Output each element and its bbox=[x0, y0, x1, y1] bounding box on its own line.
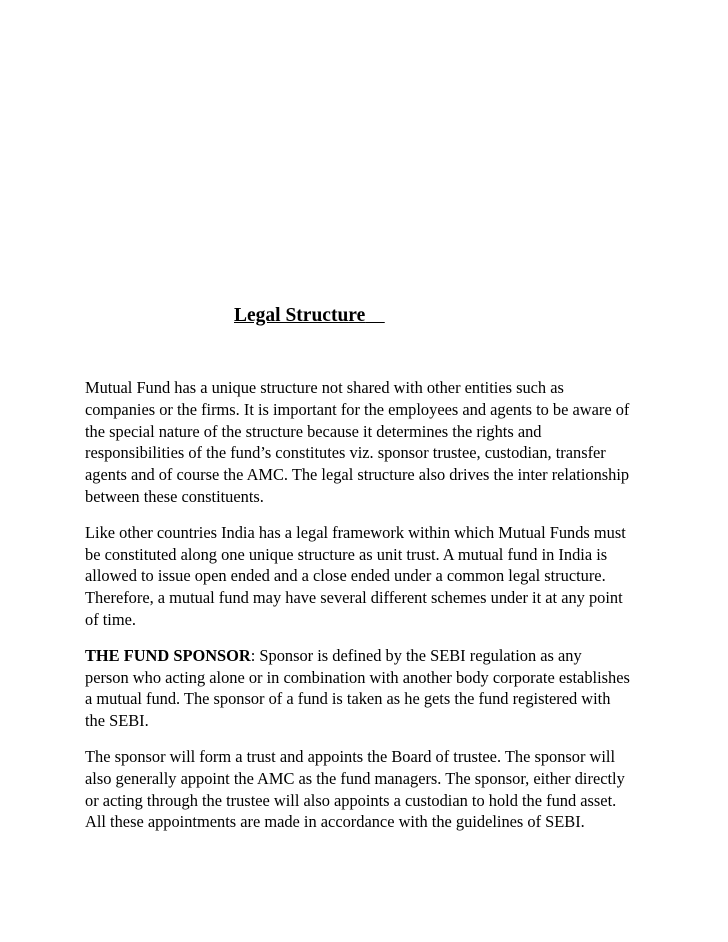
page-title-underline-tail bbox=[365, 305, 385, 326]
paragraph-sponsor-duties: The sponsor will form a trust and appoints the Board of trustee. The sponsor will also generally appoint the AMC as the fund managers. The sponsor, either directly or acting through the trustee will also appoints a custodian to hold the fund asset. All these appointments are made in accordance with the guidelines of SEBI. bbox=[85, 746, 625, 832]
fund-sponsor-heading: THE FUND SPONSOR bbox=[85, 645, 251, 665]
page-title bbox=[234, 302, 385, 330]
page-title-text: Legal Structure bbox=[234, 305, 366, 326]
paragraph-fund-sponsor bbox=[85, 645, 651, 732]
paragraph-legal-framework: Like other countries India has a legal framework within which Mutual Funds must be constituted along one unique structure as unit trust. A mutual fund in India is allowed to issue open ended and a close ended under a common legal structure. Therefore, a mutual fund may have several different schemes under it at any point of time. bbox=[85, 522, 626, 629]
fund-sponsor-text: : Sponsor is defined by the SEBI regulation as any person who acting alone or in combination with another body corporate establishes a mutual fund. The sponsor of a fund is taken as he gets the fund registered with the SEBI. bbox=[85, 645, 630, 731]
document-body bbox=[85, 377, 651, 847]
paragraph-intro: Mutual Fund has a unique structure not shared with other entities such as companies or the firms. It is important for the employees and agents to be aware of the special nature of the structure because it determines the rights and responsibilities of the fund’s constitutes viz. sponsor trustee, custodian, transfer agents and of course the AMC. The legal structure also drives the inter relationship between these constituents. bbox=[85, 378, 630, 506]
